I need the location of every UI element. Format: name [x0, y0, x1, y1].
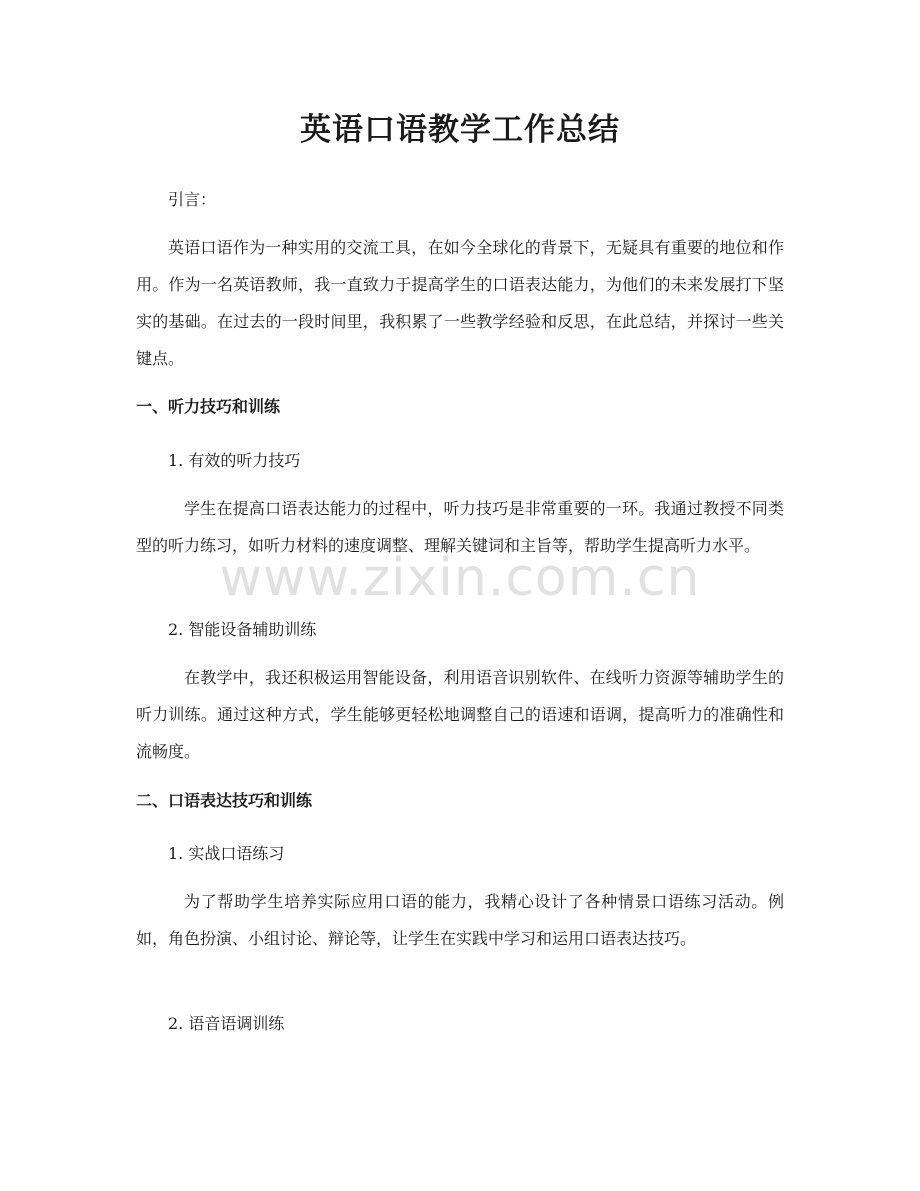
section-heading: 二、口语表达技巧和训练 — [136, 791, 313, 810]
subsection-title: 1. 有效的听力技巧 — [168, 451, 301, 470]
subsection-body: 在教学中，我还积极运用智能设备，利用语音识别软件、在线听力资源等辅助学生的听力训练。通过这种方式，学生能够更轻松地调整自己的语速和语调，提高听力的准确性和流畅度。 — [136, 668, 784, 761]
subsection-title: 1. 实战口语练习 — [168, 844, 285, 863]
intro-label: 引言： — [168, 190, 217, 209]
subsection-body: 学生在提高口语表达能力的过程中，听力技巧是非常重要的一环。我通过教授不同类型的听力练习，如听力材料的速度调整、理解关键词和主旨等，帮助学生提高听力水平。 — [136, 499, 784, 555]
section-heading: 一、听力技巧和训练 — [136, 397, 281, 416]
document-title: 英语口语教学工作总结 — [300, 112, 620, 148]
subsection-title: 2. 语音语调训练 — [168, 1014, 285, 1033]
subsection-title: 2. 智能设备辅助训练 — [168, 620, 317, 639]
subsection-body: 为了帮助学生培养实际应用口语的能力，我精心设计了各种情景口语练习活动。例如，角色扮演、小组讨论、辩论等，让学生在实践中学习和运用口语表达技巧。 — [136, 892, 784, 948]
watermark: www.zixin.com.cn — [219, 548, 701, 608]
intro-paragraph: 英语口语作为一种实用的交流工具，在如今全球化的背景下，无疑具有重要的地位和作用。作为一名英语教师，我一直致力于提高学生的口语表达能力，为他们的未来发展打下坚实的基础。在过去的一段时间里，我积累了一些教学经验和反思，在此总结，并探讨一些关键点。 — [136, 238, 784, 368]
